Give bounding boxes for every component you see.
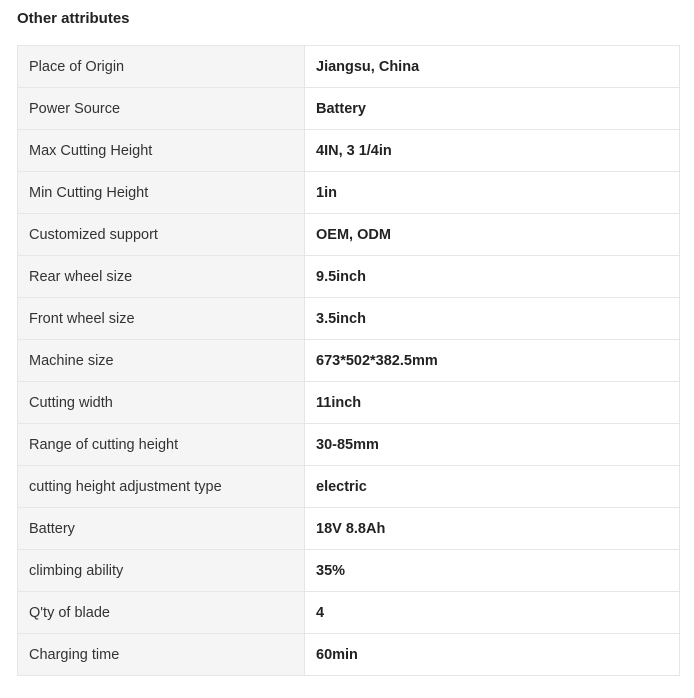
attribute-name: Front wheel size bbox=[18, 298, 305, 340]
table-row bbox=[18, 550, 680, 592]
attribute-name: Q'ty of blade bbox=[18, 592, 305, 634]
attribute-value: 9.5inch bbox=[305, 256, 680, 298]
attribute-name: Rear wheel size bbox=[18, 256, 305, 298]
attribute-name: climbing ability bbox=[18, 550, 305, 592]
attribute-value: 60min bbox=[305, 634, 680, 676]
attribute-name: Min Cutting Height bbox=[18, 172, 305, 214]
attribute-name: Customized support bbox=[18, 214, 305, 256]
table-row bbox=[18, 634, 680, 676]
table-row bbox=[18, 172, 680, 214]
section-title: Other attributes bbox=[17, 10, 130, 27]
attribute-name: Power Source bbox=[18, 88, 305, 130]
attribute-name: cutting height adjustment type bbox=[18, 466, 305, 508]
attribute-value: 3.5inch bbox=[305, 298, 680, 340]
attributes-table-body bbox=[18, 46, 680, 676]
table-row bbox=[18, 88, 680, 130]
attribute-value: OEM, ODM bbox=[305, 214, 680, 256]
attribute-value: 18V 8.8Ah bbox=[305, 508, 680, 550]
table-row bbox=[18, 256, 680, 298]
table-row bbox=[18, 130, 680, 172]
attribute-value: 1in bbox=[305, 172, 680, 214]
table-row bbox=[18, 592, 680, 634]
table-row bbox=[18, 466, 680, 508]
attribute-name: Place of Origin bbox=[18, 46, 305, 88]
table-row bbox=[18, 214, 680, 256]
table-row bbox=[18, 340, 680, 382]
table-row bbox=[18, 46, 680, 88]
attribute-value: Battery bbox=[305, 88, 680, 130]
table-row bbox=[18, 424, 680, 466]
attribute-value: 4 bbox=[305, 592, 680, 634]
attribute-name: Cutting width bbox=[18, 382, 305, 424]
attribute-name: Range of cutting height bbox=[18, 424, 305, 466]
attribute-name: Charging time bbox=[18, 634, 305, 676]
attribute-value: Jiangsu, China bbox=[305, 46, 680, 88]
attribute-name: Battery bbox=[18, 508, 305, 550]
attribute-value: 673*502*382.5mm bbox=[305, 340, 680, 382]
attribute-value: 35% bbox=[305, 550, 680, 592]
attributes-table bbox=[17, 45, 680, 676]
attribute-value: 4IN, 3 1/4in bbox=[305, 130, 680, 172]
attribute-value: electric bbox=[305, 466, 680, 508]
table-row bbox=[18, 298, 680, 340]
attribute-value: 11inch bbox=[305, 382, 680, 424]
attribute-value: 30-85mm bbox=[305, 424, 680, 466]
attribute-name: Max Cutting Height bbox=[18, 130, 305, 172]
table-row bbox=[18, 508, 680, 550]
attribute-name: Machine size bbox=[18, 340, 305, 382]
table-row bbox=[18, 382, 680, 424]
